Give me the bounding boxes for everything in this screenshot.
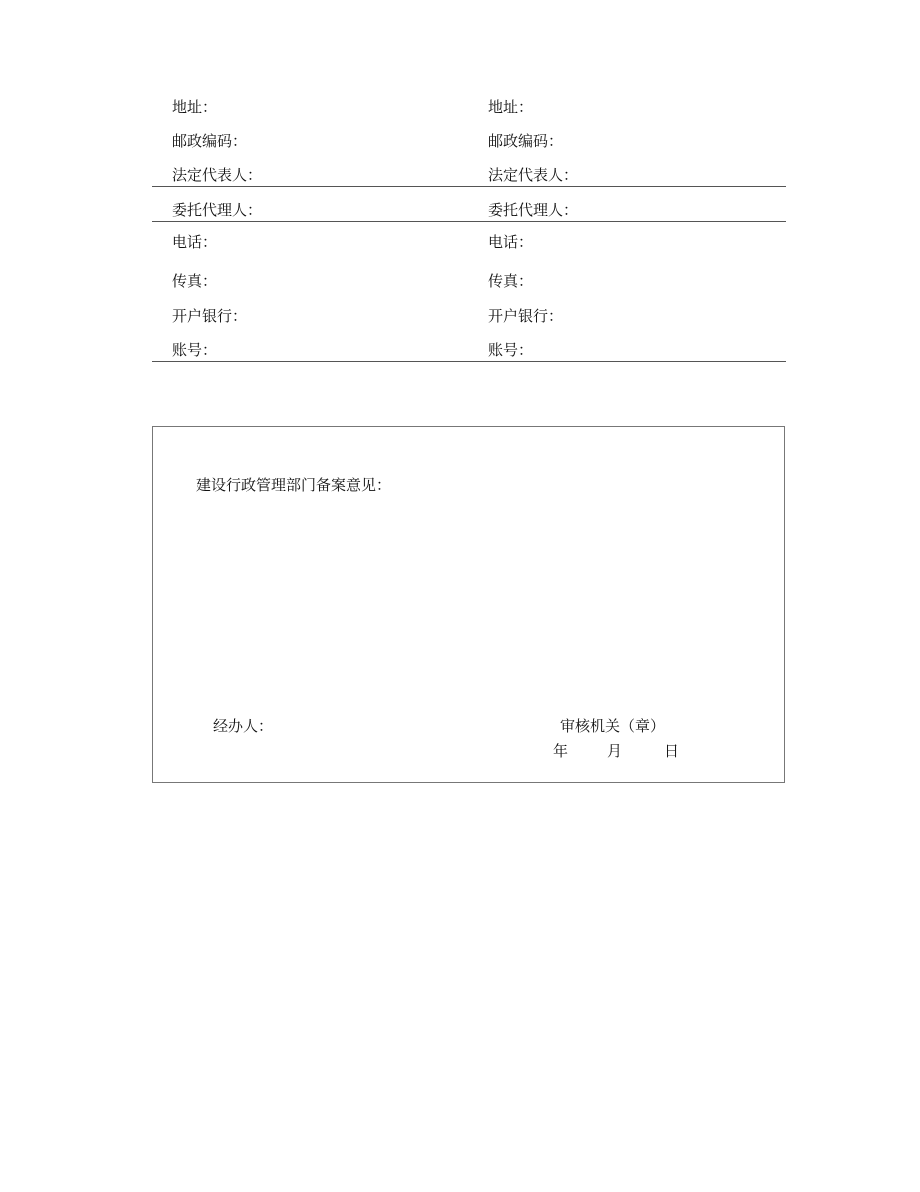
party-a-fax-label: 传真： — [172, 272, 218, 290]
party-b-fax-label: 传真： — [488, 272, 534, 290]
party-a-address-label: 地址： — [172, 98, 218, 116]
filing-opinion-box — [152, 426, 785, 783]
party-a-account-label: 账号： — [172, 341, 218, 359]
handler-label: 经办人： — [213, 717, 274, 735]
party-a-agent-label: 委托代理人： — [172, 201, 263, 219]
party-b-address-label: 地址： — [488, 98, 534, 116]
party-a-phone-label: 电话： — [172, 233, 218, 251]
day-label: 日 — [664, 742, 680, 760]
party-b-agent-label: 委托代理人： — [488, 201, 579, 219]
party-a-bank-label: 开户银行： — [172, 307, 248, 325]
year-label: 年 — [553, 742, 569, 760]
party-b-legal-rep-label: 法定代表人： — [488, 166, 579, 184]
party-a-legal-rep-label: 法定代表人： — [172, 166, 263, 184]
reviewing-authority-seal-label: 审核机关（章） — [560, 717, 666, 735]
month-label: 月 — [607, 742, 623, 760]
filing-opinion-title: 建设行政管理部门备案意见： — [196, 476, 392, 494]
party-a-postcode-label: 邮政编码： — [172, 132, 248, 150]
divider-after-legal-rep — [152, 186, 786, 187]
party-b-bank-label: 开户银行： — [488, 307, 564, 325]
party-b-postcode-label: 邮政编码： — [488, 132, 564, 150]
divider-after-account — [152, 361, 786, 362]
divider-after-agent — [152, 221, 786, 222]
party-b-phone-label: 电话： — [488, 233, 534, 251]
party-b-account-label: 账号： — [488, 341, 534, 359]
